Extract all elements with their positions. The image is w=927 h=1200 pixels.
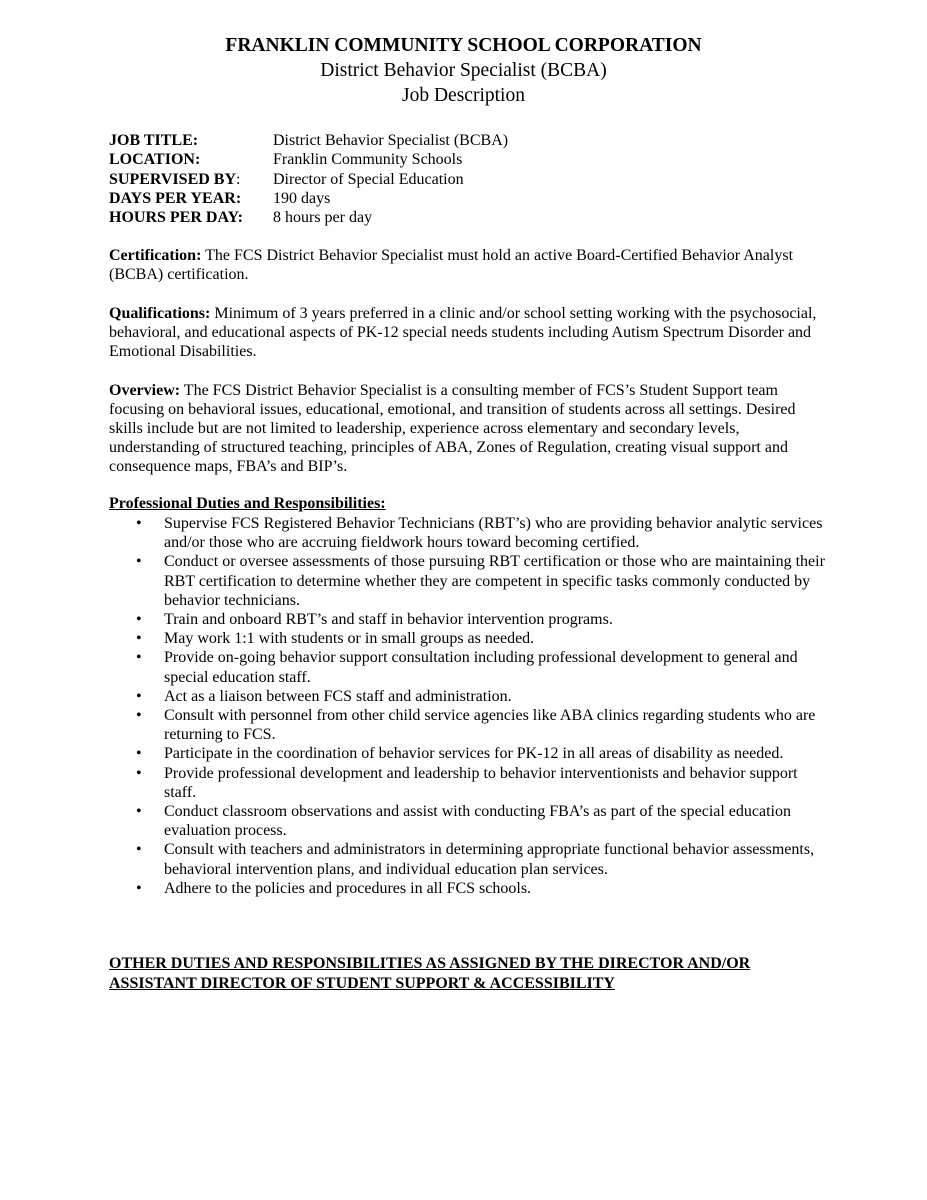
- info-row-location: [109, 150, 508, 169]
- bullet-icon: •: [136, 879, 142, 897]
- duty-text: Consult with teachers and administrators in determining appropriate functional behavior assessments, behavioral intervention plans, and individual education plan services.: [164, 841, 815, 878]
- organization-name: FRANKLIN COMMUNITY SCHOOL CORPORATION: [225, 35, 702, 56]
- bullet-icon: •: [136, 630, 142, 648]
- list-item: [109, 840, 827, 878]
- duty-text: May work 1:1 with students or in small groups as needed.: [164, 630, 535, 648]
- duty-text: Provide professional development and leadership to behavior interventionists and behavior support staff.: [164, 764, 798, 801]
- info-label: JOB TITLE:: [109, 132, 199, 149]
- bullet-icon: •: [136, 764, 142, 782]
- list-item: [109, 687, 827, 706]
- list-item: [109, 552, 827, 610]
- list-item: [109, 744, 827, 763]
- info-label: LOCATION:: [109, 151, 201, 169]
- qualifications-label: Qualifications:: [109, 305, 211, 322]
- job-info-table: [109, 131, 508, 227]
- duty-text: Adhere to the policies and procedures in all FCS schools.: [164, 879, 532, 897]
- qualifications-paragraph: [109, 304, 824, 361]
- list-item: [109, 629, 827, 648]
- duty-text: Consult with personnel from other child service agencies like ABA clinics regarding students who are returning to FCS.: [164, 707, 816, 744]
- duty-text: Participate in the coordination of behavior services for PK-12 in all areas of disability as needed.: [164, 745, 784, 763]
- list-item: [109, 610, 827, 629]
- bullet-icon: •: [136, 649, 142, 667]
- duty-text: Conduct or oversee assessments of those pursuing RBT certification or those who are maintaining their RBT certification to determine whether they are competent in specific tasks commonly conducted by behavior technicians.: [164, 553, 825, 609]
- duty-text: Provide on-going behavior support consultation including professional development to general and special education staff.: [164, 649, 798, 686]
- info-row-job-title: [109, 131, 508, 150]
- certification-label: Certification:: [109, 247, 202, 264]
- document-type: Job Description: [402, 85, 525, 106]
- bullet-icon: •: [136, 803, 142, 821]
- list-item: [109, 879, 827, 898]
- bullet-icon: •: [136, 611, 142, 629]
- bullet-icon: •: [136, 745, 142, 763]
- certification-text: The FCS District Behavior Specialist must hold an active Board-Certified Behavior Analyst (BCBA) certification.: [109, 247, 794, 283]
- duty-text: Train and onboard RBT’s and staff in behavior intervention programs.: [164, 611, 613, 629]
- info-row-supervised-by: [109, 170, 508, 189]
- bullet-icon: •: [136, 515, 142, 532]
- duties-heading: Professional Duties and Responsibilities:: [109, 495, 386, 512]
- duties-list: [109, 514, 827, 898]
- info-value: 190 days: [273, 189, 331, 207]
- list-item: [109, 764, 827, 802]
- bullet-icon: •: [136, 707, 142, 725]
- info-value: Director of Special Education: [273, 170, 464, 188]
- qualifications-text: Minimum of 3 years preferred in a clinic and/or school setting working with the psychosocial, behavioral, and educational aspects of PK-12 special needs students including Autism Spectrum Disorder and Emotional Disabilities.: [109, 305, 817, 360]
- overview-label: Overview:: [109, 382, 181, 399]
- info-label: DAYS PER YEAR:: [109, 189, 242, 207]
- info-value: District Behavior Specialist (BCBA): [273, 132, 509, 149]
- info-row-days-per-year: [109, 189, 508, 208]
- duty-text: Act as a liaison between FCS staff and administration.: [164, 687, 512, 705]
- duty-text: Conduct classroom observations and assist with conducting FBA’s as part of the special education evaluation process.: [164, 803, 791, 840]
- info-label-wrap: [109, 170, 273, 189]
- info-label-colon: :: [236, 170, 241, 188]
- certification-paragraph: [109, 246, 824, 284]
- info-label: HOURS PER DAY:: [109, 209, 243, 227]
- list-item: [109, 802, 827, 840]
- info-label: SUPERVISED BY: [109, 170, 237, 188]
- other-duties-notice: OTHER DUTIES AND RESPONSIBILITIES AS ASSIGNED BY THE DIRECTOR AND/OR ASSISTANT DIRECTOR OF STUDENT SUPPORT & ACCESSIBILITY: [109, 955, 751, 992]
- bullet-icon: •: [136, 841, 142, 859]
- duty-text: Supervise FCS Registered Behavior Technicians (RBT’s) who are providing behavior analytic services and/or those who are accruing fieldwork hours toward becoming certified.: [164, 515, 823, 552]
- list-item: [109, 648, 827, 686]
- overview-paragraph: [109, 381, 821, 476]
- list-item: [109, 514, 827, 552]
- info-value: 8 hours per day: [273, 209, 373, 227]
- bullet-icon: •: [136, 687, 142, 705]
- position-title: District Behavior Specialist (BCBA): [320, 60, 607, 81]
- overview-text: The FCS District Behavior Specialist is a consulting member of FCS’s Student Support team focusing on behavioral issues, educational, emotional, and transition of students across all settings. Desired skills include but are not limited to leadership, experience across elementary and secondary levels, understanding of structured teaching, principles of ABA, Zones of Regulation, creating visual support and consequence maps, FBA’s and BIP’s.: [109, 382, 796, 475]
- document-header: [0, 34, 927, 108]
- info-value: Franklin Community Schools: [273, 151, 463, 169]
- info-row-hours-per-day: [109, 208, 508, 227]
- list-item: [109, 706, 827, 744]
- bullet-icon: •: [136, 553, 142, 571]
